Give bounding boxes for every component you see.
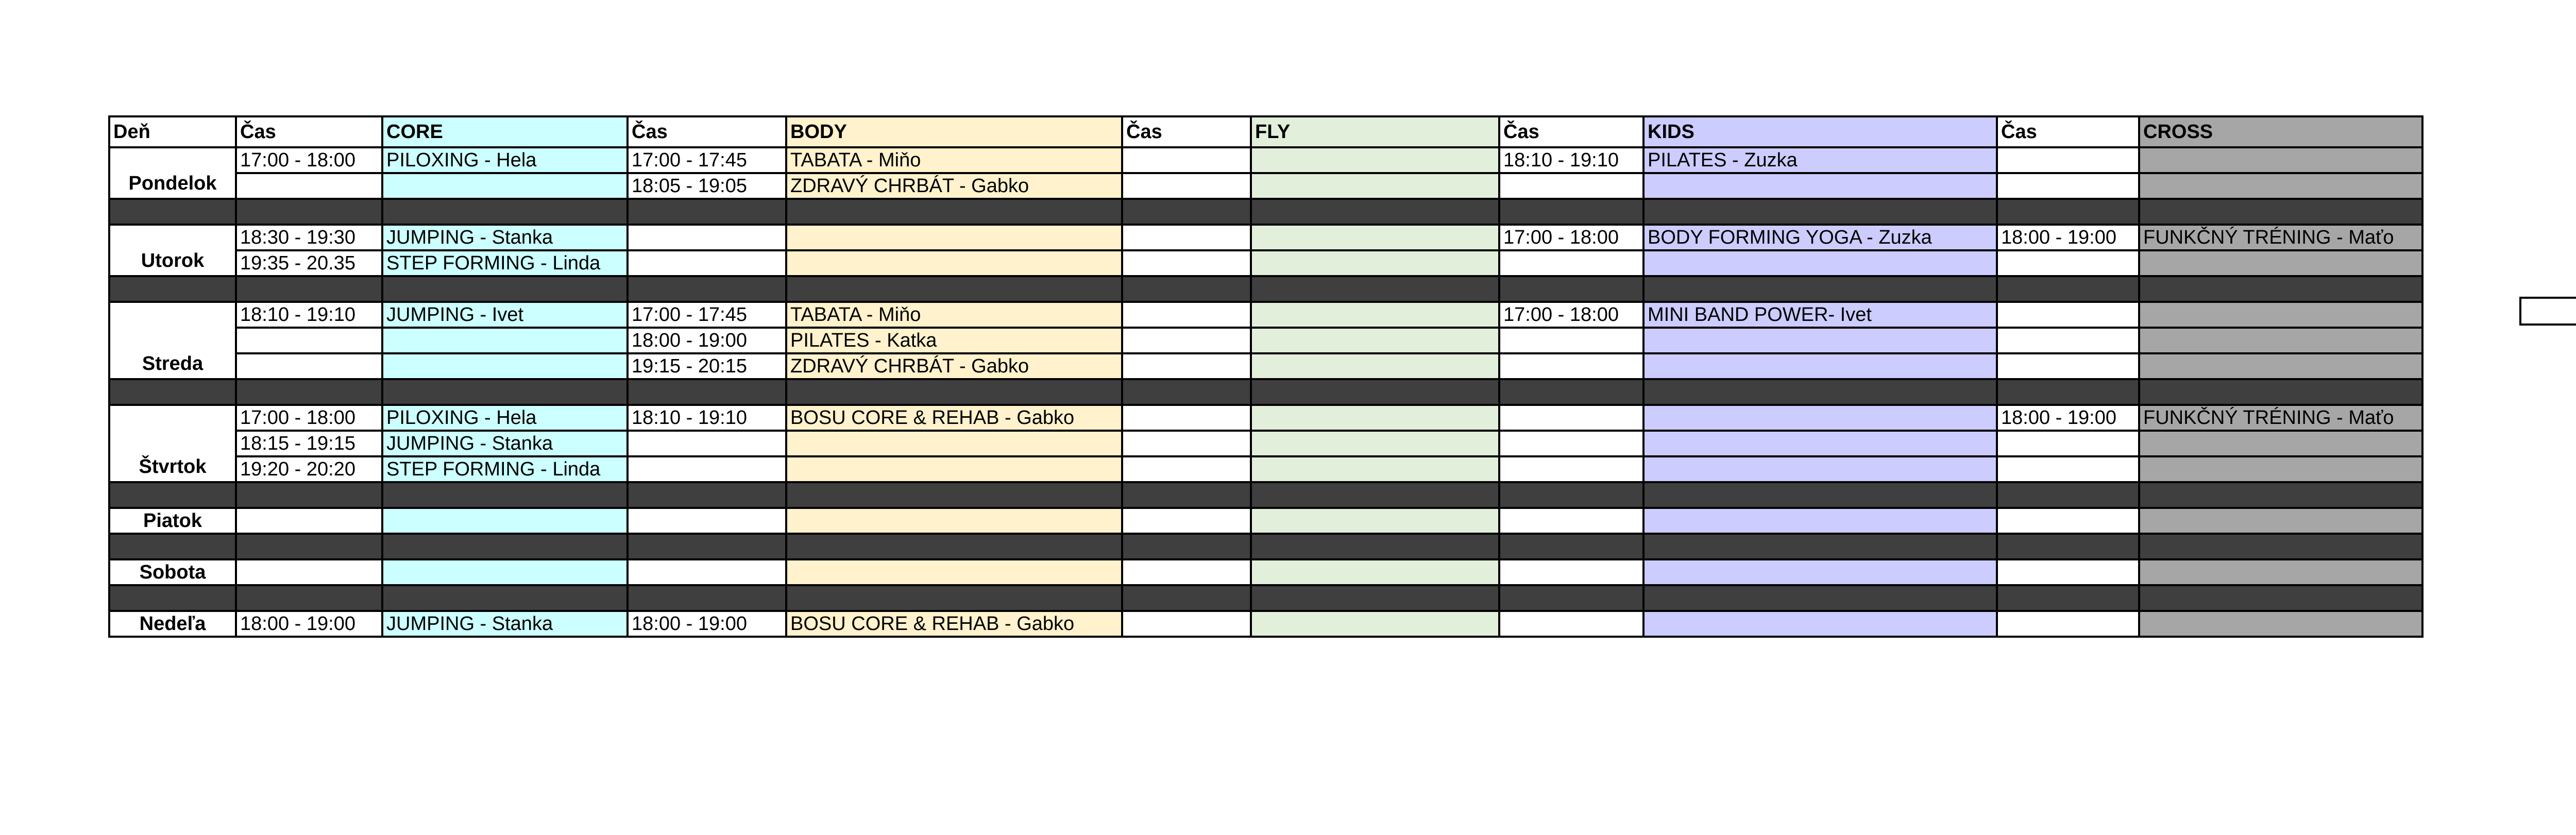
- class-body-cell[interactable]: BOSU CORE & REHAB - Gabko: [786, 611, 1122, 637]
- table-row: [109, 328, 2422, 353]
- time-fly-cell[interactable]: [1122, 225, 1251, 250]
- time-body-cell[interactable]: 18:00 - 19:00: [628, 328, 786, 353]
- time-kids-cell[interactable]: [1499, 328, 1643, 353]
- separator-cell: [236, 199, 382, 225]
- class-fly-cell[interactable]: [1251, 250, 1499, 276]
- time-cross-cell[interactable]: [1997, 508, 2139, 534]
- separator-cell: [628, 534, 786, 559]
- table-row: [109, 508, 2422, 534]
- header-kids[interactable]: KIDS: [1643, 116, 1997, 147]
- class-cross-cell[interactable]: [2139, 353, 2422, 379]
- time-core-cell[interactable]: 17:00 - 18:00: [236, 147, 382, 173]
- header-fly[interactable]: FLY: [1251, 116, 1499, 147]
- separator-cell: [786, 585, 1122, 611]
- class-body-cell[interactable]: BOSU CORE & REHAB - Gabko: [786, 405, 1122, 431]
- table-row: [109, 173, 2422, 199]
- time-core-cell[interactable]: 18:15 - 19:15: [236, 431, 382, 456]
- header-time-cross[interactable]: Čas: [1997, 116, 2139, 147]
- header-time-body[interactable]: Čas: [628, 116, 786, 147]
- time-fly-cell[interactable]: [1122, 147, 1251, 173]
- class-fly-cell[interactable]: [1251, 456, 1499, 482]
- time-body-cell[interactable]: [628, 431, 786, 456]
- separator-cell: [1251, 534, 1499, 559]
- separator-cell: [1997, 534, 2139, 559]
- class-cross-cell[interactable]: [2139, 508, 2422, 534]
- class-fly-cell[interactable]: [1251, 559, 1499, 585]
- class-fly-cell[interactable]: [1251, 431, 1499, 456]
- separator-cell: [1122, 585, 1251, 611]
- separator-cell: [382, 276, 628, 302]
- table-row: [109, 611, 2422, 637]
- separator-cell: [628, 276, 786, 302]
- separator-cell: [236, 379, 382, 405]
- class-fly-cell[interactable]: [1251, 173, 1499, 199]
- class-cross-cell[interactable]: [2139, 456, 2422, 482]
- separator-cell: [628, 482, 786, 508]
- separator-cell: [1643, 379, 1997, 405]
- class-body-cell[interactable]: [786, 508, 1122, 534]
- time-core-cell[interactable]: 19:35 - 20.35: [236, 250, 382, 276]
- separator-cell: [2139, 379, 2422, 405]
- time-core-cell[interactable]: [236, 328, 382, 353]
- table-row: [109, 456, 2422, 482]
- class-core-cell[interactable]: JUMPING - Stanka: [382, 431, 628, 456]
- time-cross-cell[interactable]: 18:00 - 19:00: [1997, 405, 2139, 431]
- class-fly-cell[interactable]: [1251, 147, 1499, 173]
- separator-cell: [2139, 534, 2422, 559]
- separator-cell: [109, 482, 236, 508]
- class-cross-cell[interactable]: FUNKČNÝ TRÉNING - Maťo: [2139, 405, 2422, 431]
- class-core-cell[interactable]: STEP FORMING - Linda: [382, 250, 628, 276]
- separator-cell: [1122, 276, 1251, 302]
- separator-cell: [1499, 276, 1643, 302]
- class-core-cell[interactable]: PILOXING - Hela: [382, 147, 628, 173]
- class-core-cell[interactable]: [382, 559, 628, 585]
- separator-cell: [1251, 482, 1499, 508]
- class-kids-cell[interactable]: PILATES - Zuzka: [1643, 147, 1997, 173]
- separator-cell: [1997, 276, 2139, 302]
- class-kids-cell[interactable]: [1643, 456, 1997, 482]
- class-body-cell[interactable]: [786, 456, 1122, 482]
- separator-cell: [236, 585, 382, 611]
- separator-cell: [1643, 585, 1997, 611]
- time-core-cell[interactable]: 18:00 - 19:00: [236, 611, 382, 637]
- separator-row: [109, 534, 2422, 559]
- time-fly-cell[interactable]: [1122, 173, 1251, 199]
- time-kids-cell[interactable]: [1499, 456, 1643, 482]
- time-cross-cell[interactable]: [1997, 173, 2139, 199]
- separator-cell: [382, 379, 628, 405]
- separator-cell: [109, 276, 236, 302]
- time-cross-cell[interactable]: [1997, 328, 2139, 353]
- separator-cell: [1997, 482, 2139, 508]
- separator-cell: [236, 534, 382, 559]
- table-row: [109, 250, 2422, 276]
- separator-cell: [1643, 276, 1997, 302]
- time-cross-cell[interactable]: [1997, 431, 2139, 456]
- time-kids-cell[interactable]: [1499, 405, 1643, 431]
- class-kids-cell[interactable]: [1643, 173, 1997, 199]
- class-kids-cell[interactable]: [1643, 353, 1997, 379]
- separator-row: [109, 276, 2422, 302]
- class-core-cell[interactable]: STEP FORMING - Linda: [382, 456, 628, 482]
- time-body-cell[interactable]: 17:00 - 17:45: [628, 147, 786, 173]
- time-kids-cell[interactable]: [1499, 508, 1643, 534]
- class-kids-cell[interactable]: BODY FORMING YOGA - Zuzka: [1643, 225, 1997, 250]
- separator-cell: [1499, 482, 1643, 508]
- time-kids-cell[interactable]: [1499, 611, 1643, 637]
- class-body-cell[interactable]: [786, 431, 1122, 456]
- separator-cell: [1122, 534, 1251, 559]
- separator-cell: [2139, 585, 2422, 611]
- class-core-cell[interactable]: PILOXING - Hela: [382, 405, 628, 431]
- empty-cell-box: [2519, 297, 2576, 326]
- header-body[interactable]: BODY: [786, 116, 1122, 147]
- class-body-cell[interactable]: [786, 250, 1122, 276]
- separator-cell: [1251, 199, 1499, 225]
- separator-cell: [786, 534, 1122, 559]
- time-fly-cell[interactable]: [1122, 508, 1251, 534]
- class-core-cell[interactable]: JUMPING - Stanka: [382, 611, 628, 637]
- class-fly-cell[interactable]: [1251, 508, 1499, 534]
- time-kids-cell[interactable]: [1499, 250, 1643, 276]
- class-fly-cell[interactable]: [1251, 405, 1499, 431]
- separator-cell: [236, 276, 382, 302]
- class-cross-cell[interactable]: [2139, 431, 2422, 456]
- table-row: [109, 147, 2422, 173]
- time-kids-cell[interactable]: [1499, 431, 1643, 456]
- day-cell[interactable]: Piatok: [109, 508, 236, 534]
- header-core[interactable]: CORE: [382, 116, 628, 147]
- time-cross-cell[interactable]: [1997, 250, 2139, 276]
- time-kids-cell[interactable]: [1499, 559, 1643, 585]
- separator-cell: [1643, 534, 1997, 559]
- time-fly-cell[interactable]: [1122, 302, 1251, 328]
- class-kids-cell[interactable]: [1643, 328, 1997, 353]
- class-kids-cell[interactable]: [1643, 405, 1997, 431]
- separator-cell: [109, 534, 236, 559]
- schedule-table: [108, 115, 2424, 638]
- separator-row: [109, 379, 2422, 405]
- time-fly-cell[interactable]: [1122, 559, 1251, 585]
- separator-cell: [1499, 585, 1643, 611]
- time-core-cell[interactable]: 17:00 - 18:00: [236, 405, 382, 431]
- separator-row: [109, 585, 2422, 611]
- class-core-cell[interactable]: [382, 353, 628, 379]
- separator-cell: [1643, 199, 1997, 225]
- separator-cell: [628, 585, 786, 611]
- time-core-cell[interactable]: 18:10 - 19:10: [236, 302, 382, 328]
- time-body-cell[interactable]: [628, 250, 786, 276]
- class-kids-cell[interactable]: [1643, 508, 1997, 534]
- separator-cell: [1251, 276, 1499, 302]
- separator-cell: [786, 199, 1122, 225]
- separator-cell: [1251, 379, 1499, 405]
- time-fly-cell[interactable]: [1122, 328, 1251, 353]
- header-time-core[interactable]: Čas: [236, 116, 382, 147]
- class-kids-cell[interactable]: MINI BAND POWER- Ivet: [1643, 302, 1997, 328]
- time-core-cell[interactable]: [236, 173, 382, 199]
- table-row: [109, 431, 2422, 456]
- separator-cell: [1251, 585, 1499, 611]
- class-body-cell[interactable]: [786, 559, 1122, 585]
- time-kids-cell[interactable]: [1499, 353, 1643, 379]
- time-fly-cell[interactable]: [1122, 405, 1251, 431]
- time-body-cell[interactable]: [628, 225, 786, 250]
- separator-row: [109, 482, 2422, 508]
- header-day[interactable]: Deň: [109, 116, 236, 147]
- table-row: [109, 302, 2422, 328]
- separator-cell: [382, 199, 628, 225]
- class-body-cell[interactable]: ZDRAVÝ CHRBÁT - Gabko: [786, 353, 1122, 379]
- time-body-cell[interactable]: [628, 559, 786, 585]
- separator-cell: [1122, 482, 1251, 508]
- time-core-cell[interactable]: 18:30 - 19:30: [236, 225, 382, 250]
- table-row: [109, 225, 2422, 250]
- separator-cell: [109, 199, 236, 225]
- separator-cell: [1122, 199, 1251, 225]
- separator-cell: [382, 534, 628, 559]
- separator-cell: [1499, 534, 1643, 559]
- header-time-fly[interactable]: Čas: [1122, 116, 1251, 147]
- table-row: [109, 405, 2422, 431]
- day-cell[interactable]: Štvrtok: [109, 405, 236, 482]
- header-row: [109, 116, 2422, 147]
- time-kids-cell[interactable]: 17:00 - 18:00: [1499, 302, 1643, 328]
- separator-cell: [1997, 585, 2139, 611]
- time-kids-cell[interactable]: [1499, 173, 1643, 199]
- class-fly-cell[interactable]: [1251, 611, 1499, 637]
- header-time-kids[interactable]: Čas: [1499, 116, 1643, 147]
- separator-row: [109, 199, 2422, 225]
- time-fly-cell[interactable]: [1122, 456, 1251, 482]
- class-cross-cell[interactable]: [2139, 611, 2422, 637]
- class-fly-cell[interactable]: [1251, 302, 1499, 328]
- class-kids-cell[interactable]: [1643, 559, 1997, 585]
- table-row: [109, 559, 2422, 585]
- separator-cell: [236, 482, 382, 508]
- class-core-cell[interactable]: JUMPING - Ivet: [382, 302, 628, 328]
- time-fly-cell[interactable]: [1122, 250, 1251, 276]
- time-body-cell[interactable]: 18:10 - 19:10: [628, 405, 786, 431]
- time-kids-cell[interactable]: 17:00 - 18:00: [1499, 225, 1643, 250]
- time-fly-cell[interactable]: [1122, 611, 1251, 637]
- separator-cell: [109, 379, 236, 405]
- time-core-cell[interactable]: [236, 559, 382, 585]
- time-body-cell[interactable]: [628, 456, 786, 482]
- time-cross-cell[interactable]: [1997, 302, 2139, 328]
- time-body-cell[interactable]: 18:05 - 19:05: [628, 173, 786, 199]
- day-cell[interactable]: Sobota: [109, 559, 236, 585]
- separator-cell: [1643, 482, 1997, 508]
- separator-cell: [1997, 199, 2139, 225]
- separator-cell: [1499, 379, 1643, 405]
- time-cross-cell[interactable]: [1997, 611, 2139, 637]
- class-core-cell[interactable]: JUMPING - Stanka: [382, 225, 628, 250]
- separator-cell: [109, 585, 236, 611]
- time-cross-cell[interactable]: [1997, 147, 2139, 173]
- time-kids-cell[interactable]: 18:10 - 19:10: [1499, 147, 1643, 173]
- time-fly-cell[interactable]: [1122, 431, 1251, 456]
- day-cell[interactable]: Pondelok: [109, 147, 236, 199]
- class-kids-cell[interactable]: [1643, 431, 1997, 456]
- class-core-cell[interactable]: [382, 173, 628, 199]
- time-body-cell[interactable]: [628, 508, 786, 534]
- header-cross[interactable]: CROSS: [2139, 116, 2422, 147]
- time-core-cell[interactable]: [236, 353, 382, 379]
- class-cross-cell[interactable]: [2139, 173, 2422, 199]
- class-cross-cell[interactable]: FUNKČNÝ TRÉNING - Maťo: [2139, 225, 2422, 250]
- separator-cell: [382, 585, 628, 611]
- class-body-cell[interactable]: TABATA - Miňo: [786, 147, 1122, 173]
- separator-cell: [1122, 379, 1251, 405]
- separator-cell: [1997, 379, 2139, 405]
- time-cross-cell[interactable]: [1997, 559, 2139, 585]
- day-cell[interactable]: Streda: [109, 302, 236, 379]
- separator-cell: [382, 482, 628, 508]
- day-cell[interactable]: Utorok: [109, 225, 236, 276]
- separator-cell: [2139, 199, 2422, 225]
- time-core-cell[interactable]: [236, 508, 382, 534]
- class-core-cell[interactable]: [382, 508, 628, 534]
- time-core-cell[interactable]: 19:20 - 20:20: [236, 456, 382, 482]
- class-body-cell[interactable]: [786, 225, 1122, 250]
- separator-cell: [2139, 482, 2422, 508]
- class-body-cell[interactable]: TABATA - Miňo: [786, 302, 1122, 328]
- time-body-cell[interactable]: 18:00 - 19:00: [628, 611, 786, 637]
- class-cross-cell[interactable]: [2139, 328, 2422, 353]
- time-cross-cell[interactable]: [1997, 353, 2139, 379]
- time-cross-cell[interactable]: 18:00 - 19:00: [1997, 225, 2139, 250]
- class-cross-cell[interactable]: [2139, 250, 2422, 276]
- class-core-cell[interactable]: [382, 328, 628, 353]
- class-body-cell[interactable]: ZDRAVÝ CHRBÁT - Gabko: [786, 173, 1122, 199]
- class-fly-cell[interactable]: [1251, 225, 1499, 250]
- separator-cell: [786, 276, 1122, 302]
- class-fly-cell[interactable]: [1251, 353, 1499, 379]
- time-cross-cell[interactable]: [1997, 456, 2139, 482]
- class-cross-cell[interactable]: [2139, 302, 2422, 328]
- class-cross-cell[interactable]: [2139, 147, 2422, 173]
- separator-cell: [628, 379, 786, 405]
- time-body-cell[interactable]: 19:15 - 20:15: [628, 353, 786, 379]
- separator-cell: [786, 379, 1122, 405]
- separator-cell: [1499, 199, 1643, 225]
- class-cross-cell[interactable]: [2139, 559, 2422, 585]
- table-row: [109, 353, 2422, 379]
- time-body-cell[interactable]: 17:00 - 17:45: [628, 302, 786, 328]
- class-body-cell[interactable]: PILATES - Katka: [786, 328, 1122, 353]
- separator-cell: [2139, 276, 2422, 302]
- separator-cell: [786, 482, 1122, 508]
- class-kids-cell[interactable]: [1643, 611, 1997, 637]
- separator-cell: [628, 199, 786, 225]
- time-fly-cell[interactable]: [1122, 353, 1251, 379]
- class-kids-cell[interactable]: [1643, 250, 1997, 276]
- day-cell[interactable]: Nedeľa: [109, 611, 236, 637]
- class-fly-cell[interactable]: [1251, 328, 1499, 353]
